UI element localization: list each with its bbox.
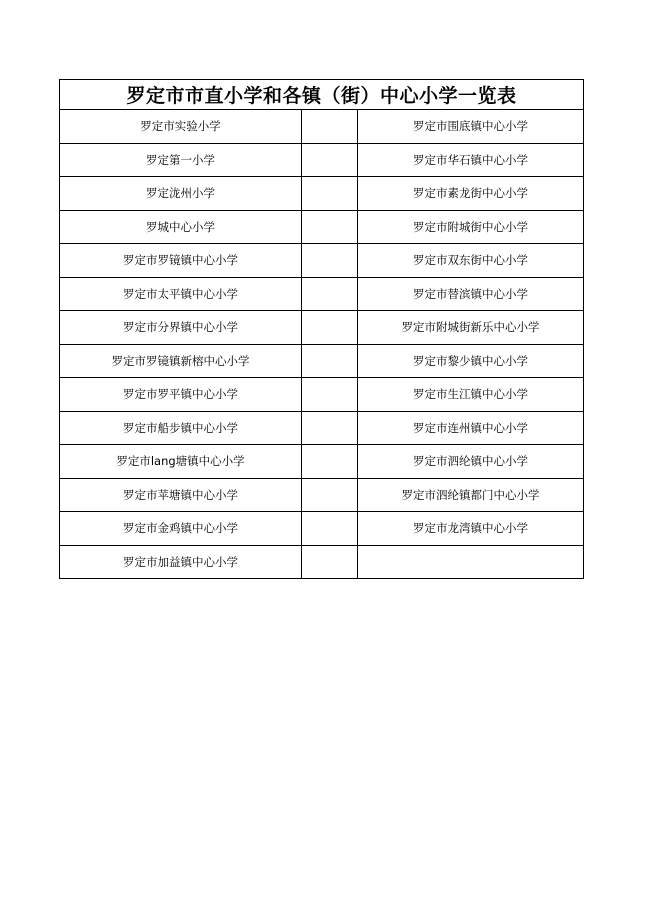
left-school-cell: 罗定市lang塘镇中心小学 xyxy=(60,445,302,479)
table-row xyxy=(60,411,584,445)
table-row xyxy=(60,143,584,177)
left-school-cell: 罗定市船步镇中心小学 xyxy=(60,411,302,445)
empty-spacer-cell xyxy=(302,545,358,579)
empty-spacer-cell xyxy=(302,143,358,177)
left-school-cell: 罗定市罗平镇中心小学 xyxy=(60,378,302,412)
right-school-cell: 罗定市生江镇中心小学 xyxy=(358,378,584,412)
empty-spacer-cell xyxy=(302,512,358,546)
table-title: 罗定市市直小学和各镇（街）中心小学一览表 xyxy=(60,80,584,110)
empty-spacer-cell xyxy=(302,277,358,311)
right-school-cell xyxy=(358,545,584,579)
right-school-cell: 罗定市素龙街中心小学 xyxy=(358,177,584,211)
right-school-cell: 罗定市连州镇中心小学 xyxy=(358,411,584,445)
table-row xyxy=(60,445,584,479)
table-row xyxy=(60,478,584,512)
empty-spacer-cell xyxy=(302,344,358,378)
left-school-cell: 罗定市罗镜镇中心小学 xyxy=(60,244,302,278)
right-school-cell: 罗定市黎少镇中心小学 xyxy=(358,344,584,378)
school-list-table xyxy=(59,79,584,579)
table-row xyxy=(60,110,584,144)
table-row xyxy=(60,277,584,311)
left-school-cell: 罗城中心小学 xyxy=(60,210,302,244)
right-school-cell: 罗定市围底镇中心小学 xyxy=(358,110,584,144)
right-school-cell: 罗定市附城街新乐中心小学 xyxy=(358,311,584,345)
table-row xyxy=(60,344,584,378)
table-row xyxy=(60,210,584,244)
empty-spacer-cell xyxy=(302,210,358,244)
right-school-cell: 罗定市替滨镇中心小学 xyxy=(358,277,584,311)
empty-spacer-cell xyxy=(302,177,358,211)
left-school-cell: 罗定市苹塘镇中心小学 xyxy=(60,478,302,512)
left-school-cell: 罗定泷州小学 xyxy=(60,177,302,211)
right-school-cell: 罗定市泗纶镇都门中心小学 xyxy=(358,478,584,512)
table-row xyxy=(60,311,584,345)
empty-spacer-cell xyxy=(302,411,358,445)
empty-spacer-cell xyxy=(302,478,358,512)
empty-spacer-cell xyxy=(302,110,358,144)
right-school-cell: 罗定市华石镇中心小学 xyxy=(358,143,584,177)
table-row xyxy=(60,545,584,579)
left-school-cell: 罗定市太平镇中心小学 xyxy=(60,277,302,311)
left-school-cell: 罗定市罗镜镇新榕中心小学 xyxy=(60,344,302,378)
right-school-cell: 罗定市附城街中心小学 xyxy=(358,210,584,244)
table-row xyxy=(60,244,584,278)
table-body xyxy=(60,80,584,579)
left-school-cell: 罗定市加益镇中心小学 xyxy=(60,545,302,579)
left-school-cell: 罗定第一小学 xyxy=(60,143,302,177)
empty-spacer-cell xyxy=(302,311,358,345)
right-school-cell: 罗定市泗纶镇中心小学 xyxy=(358,445,584,479)
left-school-cell: 罗定市金鸡镇中心小学 xyxy=(60,512,302,546)
empty-spacer-cell xyxy=(302,445,358,479)
title-row xyxy=(60,80,584,110)
empty-spacer-cell xyxy=(302,378,358,412)
table-row xyxy=(60,512,584,546)
table-row xyxy=(60,177,584,211)
right-school-cell: 罗定市双东街中心小学 xyxy=(358,244,584,278)
empty-spacer-cell xyxy=(302,244,358,278)
left-school-cell: 罗定市分界镇中心小学 xyxy=(60,311,302,345)
right-school-cell: 罗定市龙湾镇中心小学 xyxy=(358,512,584,546)
table-row xyxy=(60,378,584,412)
left-school-cell: 罗定市实验小学 xyxy=(60,110,302,144)
